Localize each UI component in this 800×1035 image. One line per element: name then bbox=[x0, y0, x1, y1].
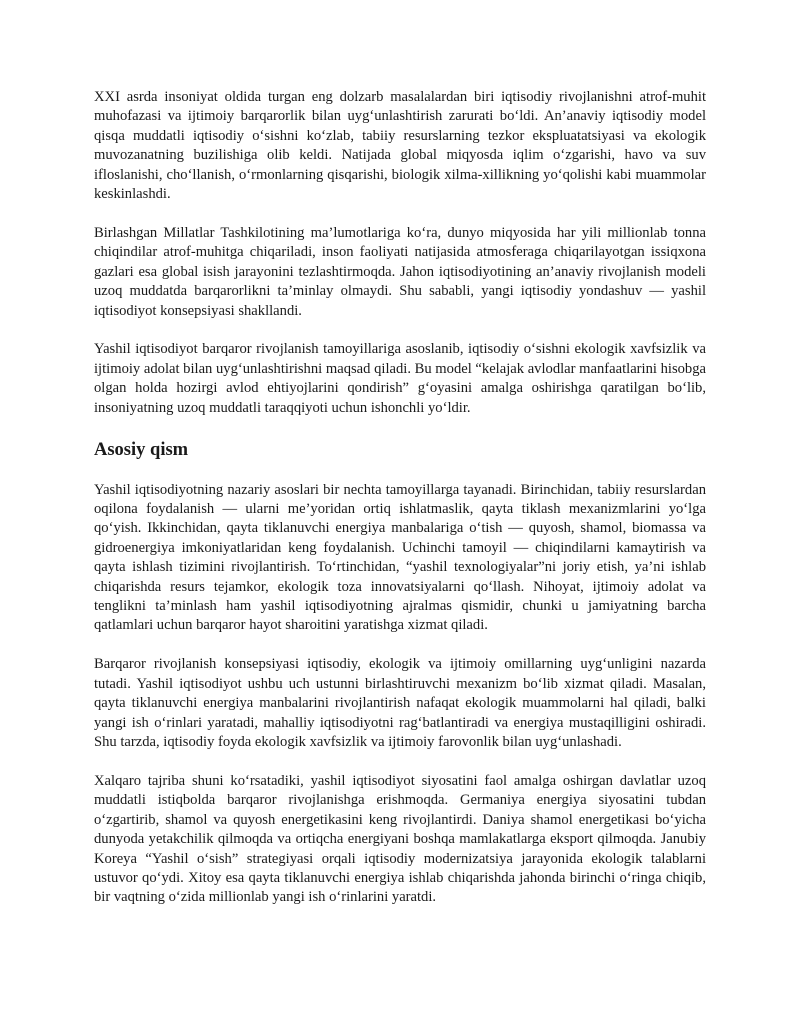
section-heading: Asosiy qism bbox=[94, 439, 189, 460]
document-page bbox=[94, 88, 706, 927]
intro-paragraph-3: Yashil iqtisodiyot barqaror rivojlanish tamoyillariga asoslanib, iqtisodiy o‘sishni ekologik xavfsizlik va ijtimoiy adolat bilan uyg‘unlashtirishni maqsad qiladi. Bu model “kelajak avlodlar manfaatlarini hisobga olgan holda hozirgi avlod ehtiyojlarini qondirish” g‘oyasini amalga oshirishga qaratilgan bo‘lib, insoniyatning uzoq muddatli taraqqiyoti uchun ishonchli yo‘ldir. bbox=[94, 341, 706, 416]
intro-paragraph-2: Birlashgan Millatlar Tashkilotining ma’lumotlariga ko‘ra, dunyo miqyosida har yili millionlab tonna chiqindilar atrof-muhitga chiqariladi, inson faoliyati natijasida atmosferaga chiqarilayotgan issiqxona gazlari esa global isish jarayonini tezlashtirmoqda. Jahon iqtisodiyotining an’anaviy rivojlanish modeli uzoq muddatda barqarorlikni ta’minlay olmaydi. Shu sababli, yangi iqtisodiy yondashuv — yashil iqtisodiyot konsepsiyasi shakllandi. bbox=[94, 224, 706, 319]
main-paragraph-3: Xalqaro tajriba shuni ko‘rsatadiki, yashil iqtisodiyot siyosatini faol amalga oshirgan davlatlar uzoq muddatli istiqbolda barqaror rivojlanishga erishmoqda. Germaniya energiya siyosatini tubdan o‘zgartirib, shamol va quyosh energetikasini keng rivojlantirdi. Daniya shamol energetikasi bo‘yicha dunyoda yetakchilik qilmoqda va ortiqcha energiyani boshqa mamlakatlarga eksport qilmoqda. Janubiy Koreya “Yashil o‘sish” strategiyasi orqali iqtisodiy modernizatsiya jarayonida ekologik talablarni ustuvor qo‘ydi. Xitoy esa qayta tiklanuvchi energiya ishlab chiqarishda jahonda birinchi o‘ringa chiqib, bir vaqtning o‘zida millionlab yangi ish o‘rinlarini yaratdi. bbox=[94, 772, 706, 906]
intro-paragraph-1: XXI asrda insoniyat oldida turgan eng dolzarb masalalardan biri iqtisodiy rivojlanishni atrof-muhit muhofazasi va ijtimoiy barqarorlik bilan uyg‘unlashtirish zarurati bo‘ldi. An’anaviy iqtisodiy model qisqa muddatli iqtisodiy o‘sishni ko‘zlab, tabiiy resurslarning tezkor ekspluatatsiyasi va ekologik muvozanatning buzilishiga olib keldi. Natijada global miqyosda iqlim o‘zgarishi, havo va suv ifloslanishi, cho‘llanish, o‘rmonlarning qisqarishi, biologik xilma-xillikning yo‘qolishi kabi muammolar keskinlashdi. bbox=[94, 89, 706, 203]
main-paragraph-1: Yashil iqtisodiyotning nazariy asoslari bir nechta tamoyillarga tayanadi. Birinchidan, tabiiy resurslardan oqilona foydalanish — ularni me’yoridan ortiq ishlatmaslik, qayta tiklash mexanizmlarini yo‘lga qo‘yish. Ikkinchidan, qayta tiklanuvchi energiya manbalariga o‘tish — quyosh, shamol, biomassa va gidroenergiya imkoniyatlaridan keng foydalanish. Uchinchi tamoyil — chiqindilarni kamaytirish va qayta ishlash tizimini rivojlantirish. To‘rtinchidan, “yashil texnologiyalar”ni joriy etish, ya’ni ishlab chiqarishda resurs tejamkor, ekologik toza innovatsiyalarni qo‘llash. Nihoyat, ijtimoiy adolat va tenglikni ta’minlash ham yashil iqtisodiyotning ajralmas qismidir, chunki u jamiyatning barcha qatlamlari uchun barqaror hayot sharoitini yaratishga xizmat qiladi. bbox=[94, 481, 706, 634]
main-paragraph-2: Barqaror rivojlanish konsepsiyasi iqtisodiy, ekologik va ijtimoiy omillarning uyg‘unligini nazarda tutadi. Yashil iqtisodiyot ushbu uch ustunni birlashtiruvchi mexanizm bo‘lib xizmat qiladi. Masalan, qayta tiklanuvchi energiya manbalarini rivojlantirish nafaqat ekologik muammolarni hal qiladi, balki yangi ish o‘rinlari yaratadi, mahalliy iqtisodiyotni rag‘batlantiradi va energiya mustaqilligini oshiradi. Shu tarzda, iqtisodiy foyda ekologik xavfsizlik va ijtimoiy farovonlik bilan uyg‘unlashadi. bbox=[94, 656, 706, 750]
